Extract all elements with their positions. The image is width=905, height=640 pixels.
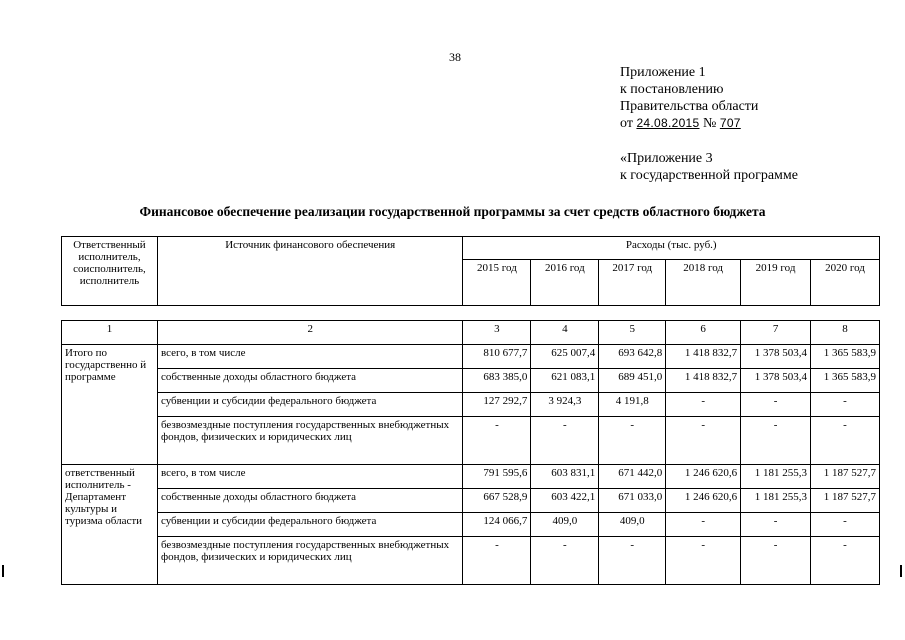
value-cell: 124 066,7 bbox=[463, 513, 531, 537]
value-cell: 1 418 832,7 bbox=[666, 369, 741, 393]
header-year: 2019 год bbox=[741, 260, 811, 306]
value-cell: 603 422,1 bbox=[531, 489, 599, 513]
appendix2-line1: «Приложение 3 bbox=[620, 151, 713, 166]
table-row bbox=[62, 537, 880, 585]
value-cell: 3 924,3 bbox=[531, 393, 599, 417]
value-cell: 791 595,6 bbox=[463, 465, 531, 489]
header-year: 2017 год bbox=[599, 260, 666, 306]
column-number: 1 bbox=[62, 321, 158, 345]
table-row bbox=[62, 465, 880, 489]
value-cell: 127 292,7 bbox=[463, 393, 531, 417]
value-cell: 603 831,1 bbox=[531, 465, 599, 489]
value-cell: - bbox=[463, 417, 531, 465]
header-year: 2015 год bbox=[463, 260, 531, 306]
table-row bbox=[62, 345, 880, 369]
value-cell: - bbox=[741, 417, 811, 465]
source-cell: субвенции и субсидии федерального бюджета bbox=[157, 513, 463, 537]
column-number: 4 bbox=[531, 321, 599, 345]
value-cell: 689 451,0 bbox=[599, 369, 666, 393]
source-cell: безвозмездные поступления государственных внебюджетных фондов, физических и юридических лиц bbox=[157, 537, 463, 585]
source-cell: безвозмездные поступления государственных внебюджетных фондов, физических и юридических лиц bbox=[157, 417, 463, 465]
table-row bbox=[62, 369, 880, 393]
header-table bbox=[61, 236, 880, 306]
value-cell: - bbox=[599, 417, 666, 465]
column-number: 8 bbox=[811, 321, 880, 345]
source-cell: всего, в том числе bbox=[157, 345, 463, 369]
source-cell: собственные доходы областного бюджета bbox=[157, 489, 463, 513]
table-row bbox=[62, 489, 880, 513]
page-number: 38 bbox=[449, 50, 461, 64]
date-prefix: от bbox=[620, 116, 633, 131]
appendix-line1: Приложение 1 bbox=[620, 65, 706, 80]
value-cell: - bbox=[811, 537, 880, 585]
value-cell: 621 083,1 bbox=[531, 369, 599, 393]
scan-edge-mark-right bbox=[900, 565, 902, 577]
number-value: 707 bbox=[719, 116, 741, 130]
column-number: 7 bbox=[741, 321, 811, 345]
date-value: 24.08.2015 bbox=[636, 116, 700, 130]
value-cell: 1 365 583,9 bbox=[811, 369, 880, 393]
value-cell: - bbox=[741, 513, 811, 537]
source-cell: всего, в том числе bbox=[157, 465, 463, 489]
value-cell: 1 365 583,9 bbox=[811, 345, 880, 369]
value-cell: 671 442,0 bbox=[599, 465, 666, 489]
value-cell: 1 378 503,4 bbox=[741, 369, 811, 393]
value-cell: 4 191,8 bbox=[599, 393, 666, 417]
value-cell: 625 007,4 bbox=[531, 345, 599, 369]
header-source: Источник финансового обеспечения bbox=[157, 237, 463, 306]
table-row bbox=[62, 417, 880, 465]
value-cell: - bbox=[531, 417, 599, 465]
appendix-line3: Правительства области bbox=[620, 99, 759, 114]
executor-cell: Итого по государственно й программе bbox=[62, 345, 158, 465]
column-number: 2 bbox=[157, 321, 463, 345]
value-cell: - bbox=[811, 513, 880, 537]
appendix-block bbox=[620, 64, 758, 132]
value-cell: 671 033,0 bbox=[599, 489, 666, 513]
value-cell: 683 385,0 bbox=[463, 369, 531, 393]
value-cell: 409,0 bbox=[599, 513, 666, 537]
value-cell: 1 181 255,3 bbox=[741, 489, 811, 513]
appendix2-line2: к государственной программе bbox=[620, 168, 798, 183]
document-title: Финансовое обеспечение реализации государственной программы за счет средств областного бюджета bbox=[139, 204, 766, 219]
executor-cell: ответственный исполнитель - Департамент культуры и туризма области bbox=[62, 465, 158, 585]
scan-edge-mark-left bbox=[2, 565, 4, 577]
value-cell: - bbox=[741, 393, 811, 417]
value-cell: 667 528,9 bbox=[463, 489, 531, 513]
header-executor: Ответственный исполнитель, соисполнитель, исполнитель bbox=[62, 237, 158, 306]
value-cell: 693 642,8 bbox=[599, 345, 666, 369]
body-table bbox=[61, 320, 880, 585]
column-number: 3 bbox=[463, 321, 531, 345]
number-sign: № bbox=[703, 116, 717, 131]
value-cell: 810 677,7 bbox=[463, 345, 531, 369]
value-cell: 409,0 bbox=[531, 513, 599, 537]
value-cell: - bbox=[741, 537, 811, 585]
appendix2-block bbox=[620, 150, 798, 184]
value-cell: - bbox=[811, 417, 880, 465]
value-cell: - bbox=[463, 537, 531, 585]
header-year: 2018 год bbox=[666, 260, 741, 306]
value-cell: - bbox=[531, 537, 599, 585]
table-row bbox=[62, 393, 880, 417]
appendix-date-line bbox=[620, 115, 758, 132]
value-cell: 1 418 832,7 bbox=[666, 345, 741, 369]
value-cell: 1 181 255,3 bbox=[741, 465, 811, 489]
value-cell: 1 187 527,7 bbox=[811, 465, 880, 489]
header-year: 2016 год bbox=[531, 260, 599, 306]
source-cell: собственные доходы областного бюджета bbox=[157, 369, 463, 393]
appendix-line2: к постановлению bbox=[620, 82, 724, 97]
value-cell: - bbox=[666, 537, 741, 585]
value-cell: 1 187 527,7 bbox=[811, 489, 880, 513]
value-cell: - bbox=[811, 393, 880, 417]
value-cell: - bbox=[599, 537, 666, 585]
header-expenses: Расходы (тыс. руб.) bbox=[463, 237, 880, 260]
table-row bbox=[62, 513, 880, 537]
value-cell: - bbox=[666, 513, 741, 537]
column-number: 6 bbox=[666, 321, 741, 345]
value-cell: - bbox=[666, 393, 741, 417]
column-number: 5 bbox=[599, 321, 666, 345]
header-year: 2020 год bbox=[811, 260, 880, 306]
value-cell: 1 246 620,6 bbox=[666, 465, 741, 489]
source-cell: субвенции и субсидии федерального бюджета bbox=[157, 393, 463, 417]
value-cell: 1 378 503,4 bbox=[741, 345, 811, 369]
value-cell: 1 246 620,6 bbox=[666, 489, 741, 513]
value-cell: - bbox=[666, 417, 741, 465]
